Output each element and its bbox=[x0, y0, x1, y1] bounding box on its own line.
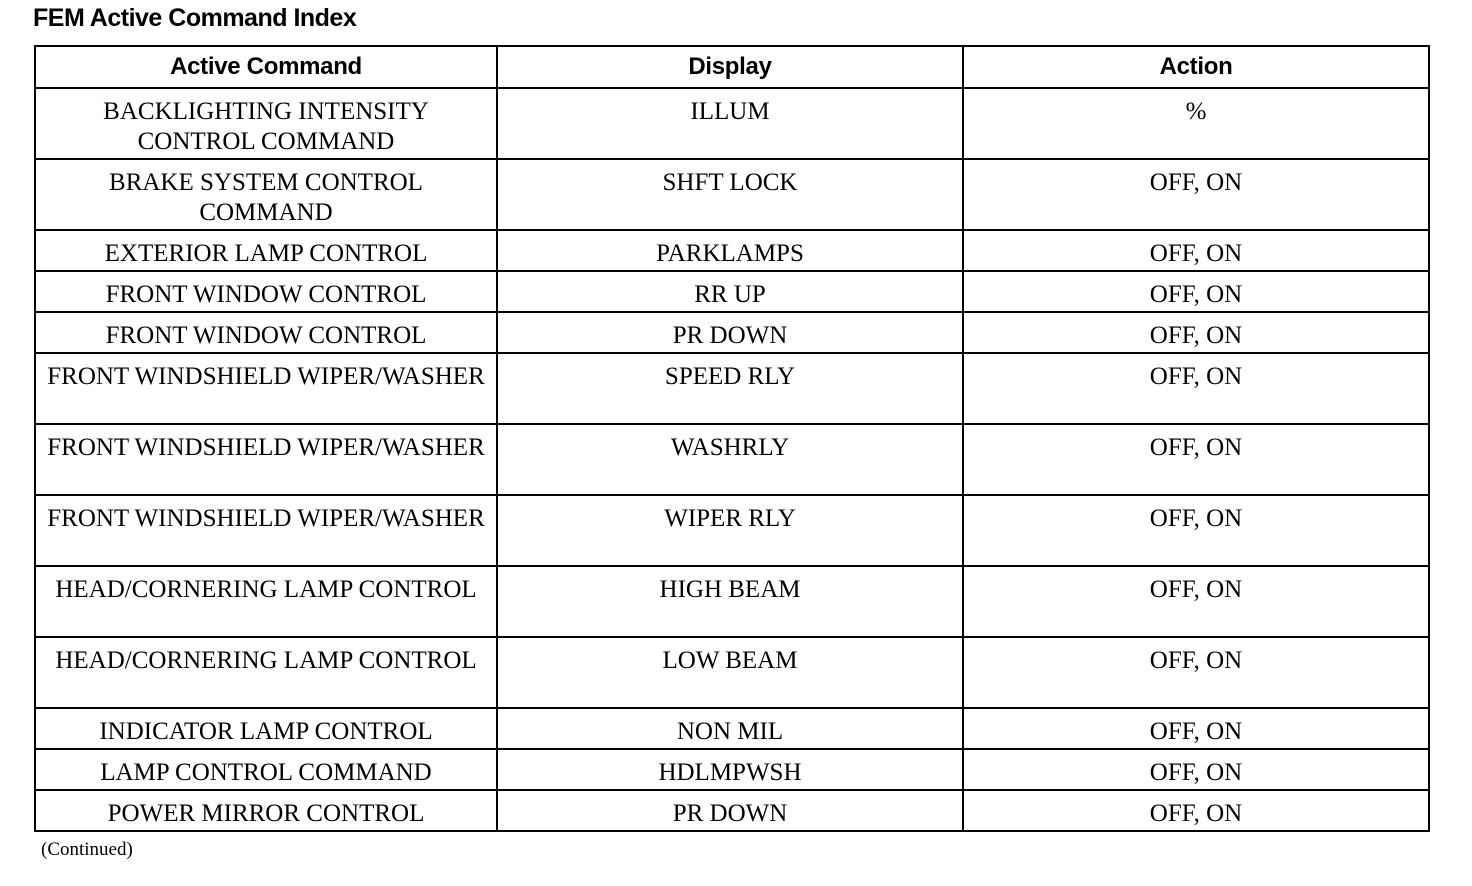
cell-display: SPEED RLY bbox=[497, 353, 963, 424]
table-row bbox=[35, 749, 1429, 790]
cell-display: NON MIL bbox=[497, 708, 963, 749]
cell-command: BACKLIGHTING INTENSITY CONTROL COMMAND bbox=[35, 88, 497, 159]
table-header-row bbox=[35, 46, 1429, 88]
cell-action: OFF, ON bbox=[963, 230, 1429, 271]
table-row bbox=[35, 566, 1429, 637]
cell-command: FRONT WINDOW CONTROL bbox=[35, 312, 497, 353]
cell-command: LAMP CONTROL COMMAND bbox=[35, 749, 497, 790]
cell-display: PR DOWN bbox=[497, 312, 963, 353]
cell-command: FRONT WINDSHIELD WIPER/WASHER bbox=[35, 424, 497, 495]
cell-display: WASHRLY bbox=[497, 424, 963, 495]
cell-display: ILLUM bbox=[497, 88, 963, 159]
cell-action: OFF, ON bbox=[963, 637, 1429, 708]
table-row bbox=[35, 312, 1429, 353]
table-row bbox=[35, 271, 1429, 312]
cell-display: RR UP bbox=[497, 271, 963, 312]
cell-display: PARKLAMPS bbox=[497, 230, 963, 271]
column-header-action: Action bbox=[963, 46, 1429, 88]
cell-action: OFF, ON bbox=[963, 424, 1429, 495]
cell-command: POWER MIRROR CONTROL bbox=[35, 790, 497, 831]
cell-action: OFF, ON bbox=[963, 495, 1429, 566]
table-row bbox=[35, 637, 1429, 708]
cell-action: OFF, ON bbox=[963, 271, 1429, 312]
cell-action: OFF, ON bbox=[963, 353, 1429, 424]
cell-command: FRONT WINDOW CONTROL bbox=[35, 271, 497, 312]
table-row bbox=[35, 424, 1429, 495]
column-header-active-command: Active Command bbox=[35, 46, 497, 88]
table-row bbox=[35, 230, 1429, 271]
cell-display: SHFT LOCK bbox=[497, 159, 963, 230]
cell-action: OFF, ON bbox=[963, 749, 1429, 790]
cell-action: OFF, ON bbox=[963, 790, 1429, 831]
table-row bbox=[35, 353, 1429, 424]
cell-command: HEAD/CORNERING LAMP CONTROL bbox=[35, 566, 497, 637]
page-title: FEM Active Command Index bbox=[33, 4, 357, 32]
cell-display: PR DOWN bbox=[497, 790, 963, 831]
cell-action: OFF, ON bbox=[963, 708, 1429, 749]
cell-command: EXTERIOR LAMP CONTROL bbox=[35, 230, 497, 271]
continued-note: (Continued) bbox=[41, 839, 133, 860]
table-row bbox=[35, 159, 1429, 230]
cell-command: BRAKE SYSTEM CONTROL COMMAND bbox=[35, 159, 497, 230]
cell-command: INDICATOR LAMP CONTROL bbox=[35, 708, 497, 749]
cell-action: OFF, ON bbox=[963, 159, 1429, 230]
cell-display: HDLMPWSH bbox=[497, 749, 963, 790]
table-row bbox=[35, 708, 1429, 749]
cell-command: HEAD/CORNERING LAMP CONTROL bbox=[35, 637, 497, 708]
cell-command: FRONT WINDSHIELD WIPER/WASHER bbox=[35, 353, 497, 424]
cell-action: OFF, ON bbox=[963, 312, 1429, 353]
column-header-display: Display bbox=[497, 46, 963, 88]
cell-command: FRONT WINDSHIELD WIPER/WASHER bbox=[35, 495, 497, 566]
cell-action: OFF, ON bbox=[963, 566, 1429, 637]
cell-display: LOW BEAM bbox=[497, 637, 963, 708]
cell-display: WIPER RLY bbox=[497, 495, 963, 566]
table-row bbox=[35, 495, 1429, 566]
table-row bbox=[35, 790, 1429, 831]
active-command-table bbox=[34, 45, 1430, 832]
table-row bbox=[35, 88, 1429, 159]
cell-display: HIGH BEAM bbox=[497, 566, 963, 637]
cell-action: % bbox=[963, 88, 1429, 159]
